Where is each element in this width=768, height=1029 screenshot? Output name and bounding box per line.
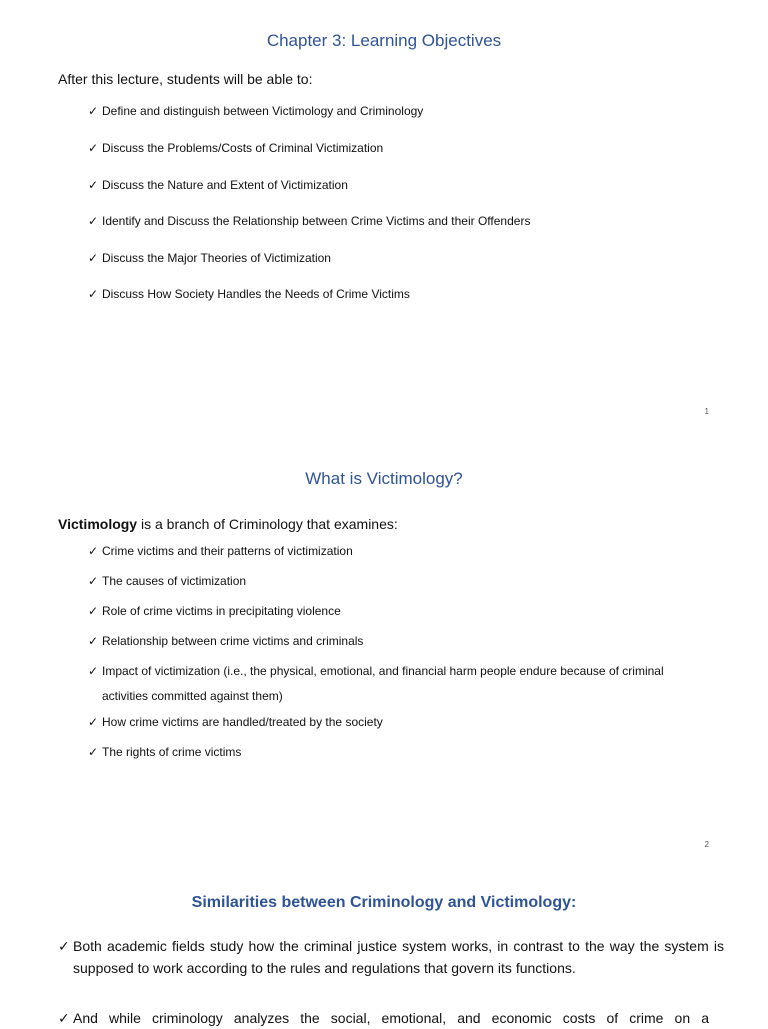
checkmark-icon: ✓ [88, 141, 99, 155]
checkmark-icon: ✓ [58, 938, 70, 954]
list-item: ✓ The causes of victimization [88, 574, 247, 588]
list-item: ✓ Discuss the Nature and Extent of Victimization [88, 178, 348, 192]
checkmark-icon: ✓ [88, 664, 99, 678]
list-item: ✓ Relationship between crime victims and criminals [88, 634, 364, 648]
checkmark-icon: ✓ [88, 178, 99, 192]
page-number: 2 [704, 840, 709, 849]
section2-title: What is Victimology? [305, 469, 463, 488]
list-item: ✓ The rights of crime victims [88, 745, 242, 759]
victimology-term: Victimology [58, 516, 138, 532]
checkmark-icon: ✓ [58, 1010, 70, 1026]
list-item: ✓ Identify and Discuss the Relationship between Crime Victims and their Offenders [88, 214, 531, 228]
checkmark-icon: ✓ [88, 214, 99, 228]
list-item: ✓ Crime victims and their patterns of victimization [88, 544, 353, 558]
section1-intro: After this lecture, students will be able to: [58, 71, 313, 87]
section1-title: Chapter 3: Learning Objectives [266, 31, 502, 50]
checkmark-icon: ✓ [88, 634, 99, 648]
section2-intro [58, 516, 398, 532]
checkmark-icon: ✓ [88, 574, 99, 588]
list-item: ✓ Discuss the Major Theories of Victimization [88, 251, 331, 265]
list-item: ✓ Discuss the Problems/Costs of Criminal Victimization [88, 141, 384, 155]
section3-title: Similarities between Criminology and Victimology: [191, 894, 577, 911]
checkmark-icon: ✓ [88, 604, 99, 618]
list-item: ✓ Define and distinguish between Victimology and Criminology [88, 104, 424, 118]
checkmark-icon: ✓ [88, 544, 99, 558]
list-item: ✓ Impact of victimization (i.e., the physical, emotional, and financial harm people endure because of criminal activities committed against them) [88, 659, 688, 715]
checkmark-icon: ✓ [88, 715, 99, 729]
objectives-list [88, 104, 718, 323]
paragraph: ✓ Both academic fields study how the criminal justice system works, in contrast to the way the system is supposed to work according to the rules and regulations that govern its functions. [58, 935, 724, 979]
checkmark-icon: ✓ [88, 745, 99, 759]
checkmark-icon: ✓ [88, 287, 99, 301]
paragraph: ✓ And while criminology analyzes the social, emotional, and economic costs of crime on a [58, 1007, 724, 1029]
list-item: ✓ Discuss How Society Handles the Needs of Crime Victims [88, 287, 410, 301]
list-item: ✓ Role of crime victims in precipitating violence [88, 604, 341, 618]
section2-intro-text: is a branch of Criminology that examines: [137, 516, 398, 532]
checkmark-icon: ✓ [88, 104, 99, 118]
list-item: ✓ How crime victims are handled/treated by the society [88, 715, 383, 729]
page-number: 1 [704, 407, 709, 416]
checkmark-icon: ✓ [88, 251, 99, 265]
victimology-list [88, 544, 688, 775]
